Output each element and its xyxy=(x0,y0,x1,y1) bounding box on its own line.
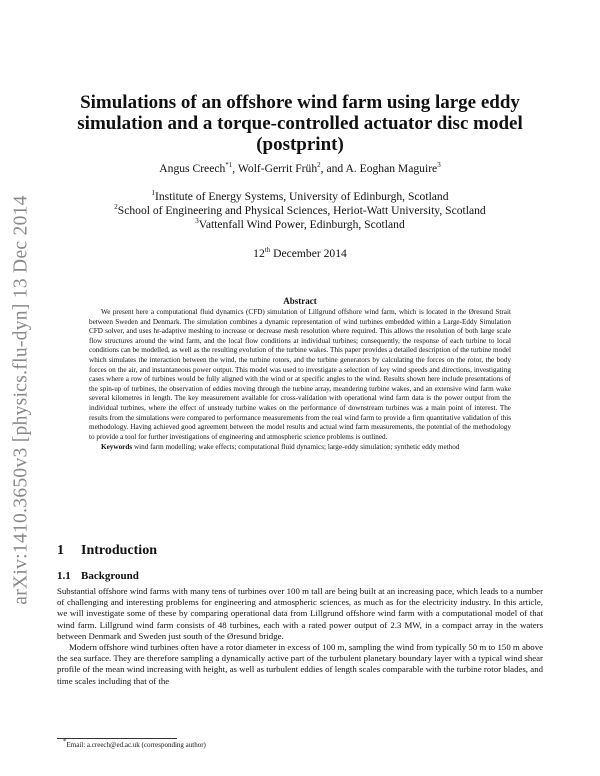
subsection-heading xyxy=(57,570,139,582)
affiliation-mark: 1 xyxy=(151,189,155,198)
affiliation-mark: 2 xyxy=(114,203,118,212)
author-mark: 2 xyxy=(317,161,321,170)
footnote-mark: * xyxy=(63,737,67,746)
keywords-label: Keywords xyxy=(101,443,133,452)
paragraph: Substantial offshore wind farms with many tens of turbines over 100 m tall are being built at an increasing pace, which leads to a number of challenging and interesting problems for engineering and atmospheric sciences, as much as for the electricity industry. In this article, we will investigate some of these by comparing operational data from Lillgrund offshore wind farm with a computational model of that wind farm. Lillgrund wind farm consists of 48 turbines, each with a rated power output of 2.3 MW, in a compact array in the waters between Denmark and Sweden just south of the Øresund bridge. xyxy=(57,586,543,641)
author-name: Wolf-Gerrit Früh xyxy=(237,162,318,175)
affiliation-text: Institute of Energy Systems, University of Edinburgh, Scotland xyxy=(154,190,449,203)
footnote-text: Email: a.creech@ed.ac.uk (corresponding author) xyxy=(66,741,206,749)
date-rest: December 2014 xyxy=(270,247,347,260)
affiliation xyxy=(57,218,543,232)
section-number: 1 xyxy=(57,543,64,558)
arxiv-sidebar-stamp xyxy=(4,195,40,605)
affiliation-text: Vattenfall Wind Power, Edinburgh, Scotland xyxy=(198,218,405,231)
section-heading xyxy=(57,543,157,559)
footnote xyxy=(63,737,206,749)
author-name: Angus Creech xyxy=(159,162,226,175)
subsection-number: 1.1 xyxy=(57,570,71,582)
affiliation-text: School of Engineering and Physical Sciences, Heriot-Watt University, Scotland xyxy=(117,204,486,217)
paper-date xyxy=(57,247,543,260)
affiliation xyxy=(57,190,543,204)
author-separator: , and xyxy=(320,162,346,175)
author-mark: 3 xyxy=(437,161,441,170)
abstract-block xyxy=(57,308,543,453)
date-day: 12 xyxy=(253,247,265,260)
paper-title: Simulations of an offshore wind farm using large eddy simulation and a torque-controlled actuator disc model (postprint) xyxy=(77,92,523,155)
paragraph: Modern offshore wind turbines often have a rotor diameter in excess of 100 m, sampling the wind from typically 50 m to 150 m above the sea surface. They are therefore sampling a dynamically active part of the turbulent planetary boundary layer with a typical wind shear profile of the mean wind increasing with height, as well as turbulent eddies of length scales comparable with the turbine rotor blades, and time scales including that of the xyxy=(57,642,543,686)
abstract-text: We present here a computational fluid dynamics (CFD) simulation of Lillgrund offshore wind farm, which is located in the Øresund Strait between Sweden and Denmark. The simulation combines a dynamic representation of wind turbines embedded within a Large-Eddy Simulation CFD solver, and uses hr-adaptive meshing to increase or decrease mesh resolution where required. This allows the resolution of both large scale flow structures around the wind farm, and the local flow conditions at individual turbines; consequently, the response of each turbine to local conditions can be modelled, as well as the resulting evolution of the turbine wakes. This paper provides a detailed description of the turbine model which simulates the interaction between the wind, the turbine rotors, and the turbine generators by calculating the forces on the rotor, the body forces on the air, and instantaneous power output. This model was used to investigate a selection of key wind speeds and directions, investigating cases where a row of turbines would be fully aligned with the wind or at specific angles to the wind. Results shown here include presentations of the spin-up of turbines, the observation of eddies moving through the turbine array, meandering turbine wakes, and an extensive wind farm wake several kilometres in length. The key measurement available for cross-validation with operational wind farm data is the power output from the individual turbines, where the effect of unsteady turbine wakes on the performance of downstream turbines was a main point of interest. The results from the simulations were compared to performance measurements from the real wind farm to provide a firm quantitative validation of this methodology. Having achieved good agreement between the model results and actual wind farm measurements, the potential of the methodology to provide a tool for further investigations of engineering and atmospheric science problems is outlined. xyxy=(89,308,511,441)
date-suffix: th xyxy=(264,246,271,255)
author-list xyxy=(57,162,543,175)
affiliation-mark: 3 xyxy=(195,217,199,226)
author-mark: *1 xyxy=(225,161,233,170)
abstract-heading: Abstract xyxy=(283,296,317,306)
keywords-line xyxy=(89,443,511,453)
body-text xyxy=(57,586,543,687)
author-name: A. Eoghan Maguire xyxy=(345,162,438,175)
footnote-rule xyxy=(57,738,177,739)
affiliation-list xyxy=(57,190,543,232)
affiliation xyxy=(57,204,543,218)
arxiv-id: arXiv:1410.3650v3 [physics.flu-dyn] 13 Dec 2014 xyxy=(11,195,33,605)
subsection-title: Background xyxy=(81,570,139,582)
author-separator: , xyxy=(232,162,238,175)
section-title: Introduction xyxy=(81,543,157,558)
keywords-text: wind farm modelling; wake effects; computational fluid dynamics; large-eddy simulation; synthetic eddy method xyxy=(133,443,460,452)
